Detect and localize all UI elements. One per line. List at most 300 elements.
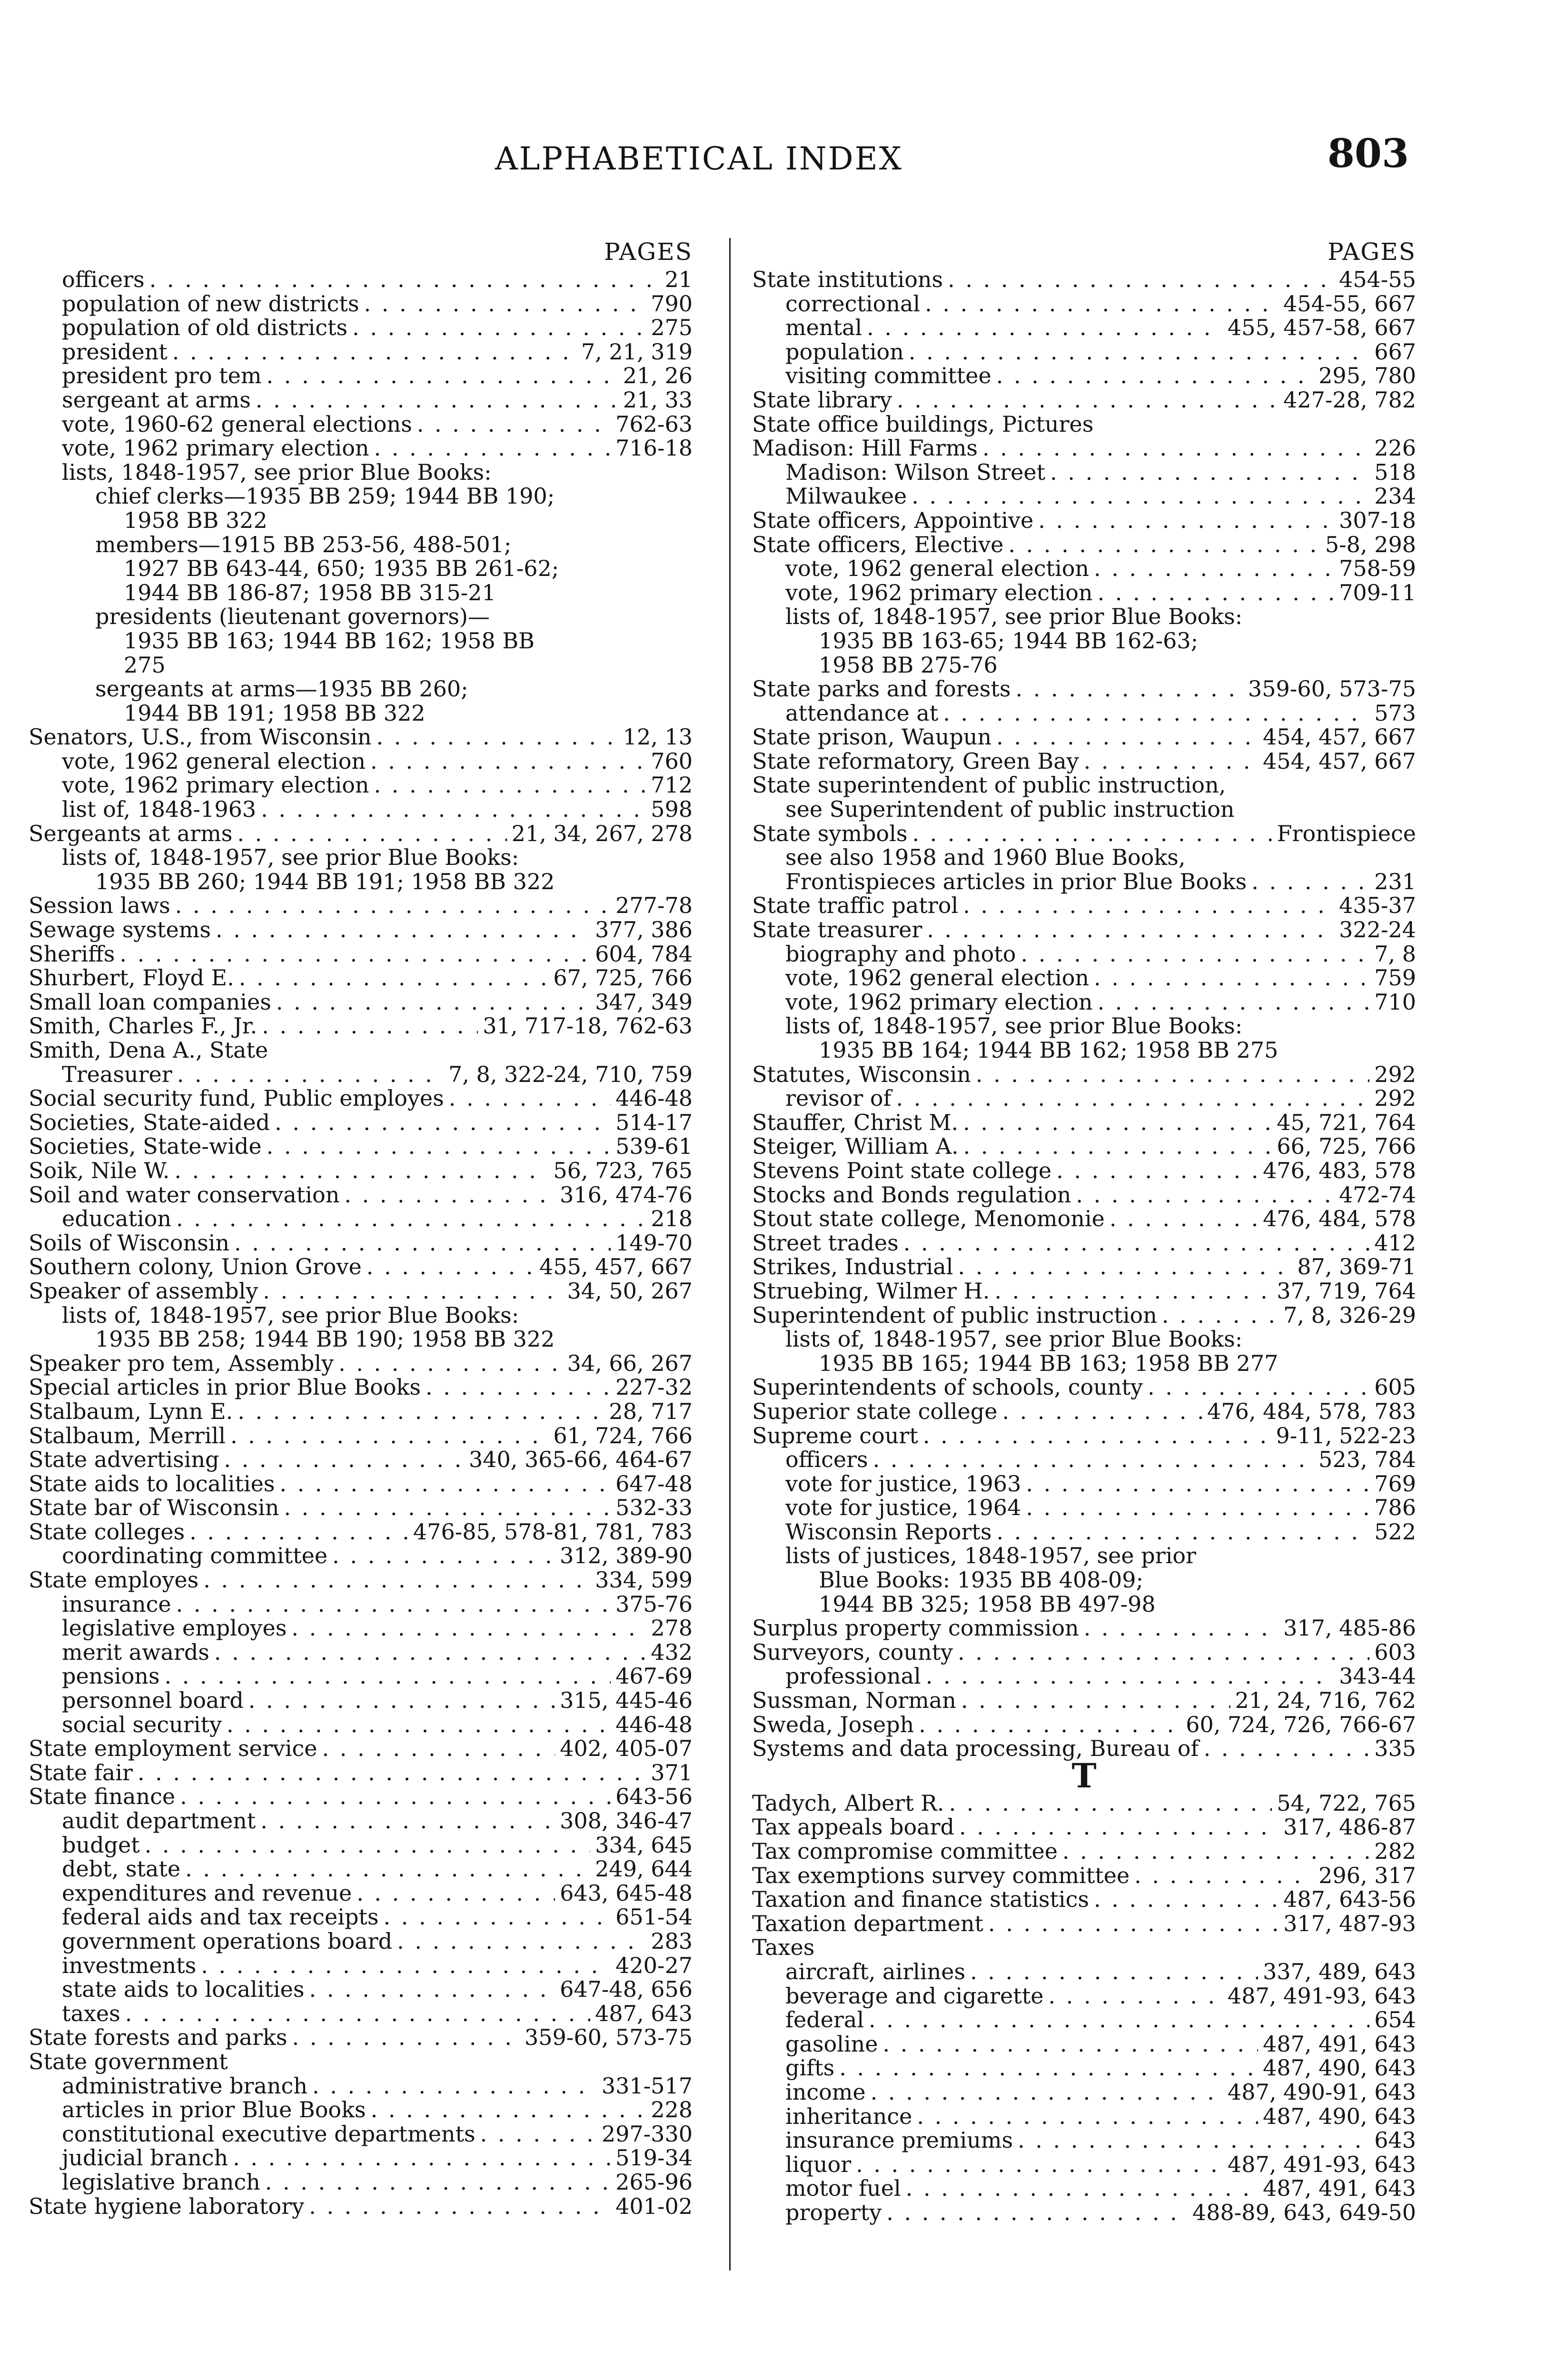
index-page-refs: 454-55, 667 bbox=[1283, 290, 1416, 317]
index-term: Smith, Dena A., State bbox=[29, 1037, 268, 1063]
index-page-refs: 218 bbox=[651, 1206, 693, 1232]
index-page-refs: 476-85, 578-81, 781, 783 bbox=[413, 1518, 693, 1545]
dot-leader bbox=[1251, 870, 1369, 894]
index-entry bbox=[752, 1086, 1416, 1111]
index-entry bbox=[752, 2176, 1416, 2201]
index-page-refs: 514-17 bbox=[615, 1109, 693, 1135]
index-entry bbox=[29, 1688, 693, 1713]
index-entry bbox=[29, 1833, 693, 1857]
dot-leader bbox=[1084, 749, 1258, 774]
dot-leader bbox=[970, 1960, 1258, 1984]
index-entry bbox=[29, 460, 693, 485]
index-entry bbox=[29, 2074, 693, 2098]
index-entry bbox=[29, 1640, 693, 1665]
index-page-refs: 487, 491, 643 bbox=[1263, 2175, 1416, 2202]
dot-leader bbox=[165, 1664, 611, 1688]
dot-leader bbox=[1076, 1183, 1334, 1207]
index-term: taxes bbox=[62, 2000, 120, 2026]
dot-leader bbox=[1015, 677, 1243, 701]
dot-leader bbox=[384, 1905, 611, 1929]
index-page-refs: 317, 485-86 bbox=[1283, 1615, 1416, 1641]
index-page-refs: 472-74 bbox=[1339, 1181, 1416, 1208]
index-term: Wisconsin Reports bbox=[785, 1518, 992, 1545]
index-term: personnel board bbox=[62, 1687, 244, 1714]
index-page-refs: 716-18 bbox=[615, 435, 693, 461]
dot-leader bbox=[1094, 1887, 1278, 1912]
index-term: State library bbox=[752, 387, 892, 413]
dot-leader bbox=[994, 1279, 1272, 1303]
index-entry bbox=[29, 268, 693, 292]
index-term: Struebing, Wilmer H. bbox=[752, 1278, 990, 1304]
index-entry bbox=[29, 677, 693, 701]
index-page-refs: 401-02 bbox=[615, 2193, 693, 2219]
index-page-refs: 37, 719, 764 bbox=[1277, 1278, 1416, 1304]
index-page-refs: 308, 346-47 bbox=[560, 1808, 693, 1834]
dot-leader bbox=[260, 1809, 555, 1833]
dot-leader bbox=[322, 1736, 555, 1761]
dot-leader bbox=[943, 701, 1369, 725]
index-term: Street trades bbox=[752, 1230, 899, 1256]
index-term: Social security fund, Public employes bbox=[29, 1085, 444, 1111]
index-page-refs: 334, 599 bbox=[595, 1567, 693, 1593]
index-entry bbox=[29, 1664, 693, 1688]
index-page-refs: 604, 784 bbox=[595, 941, 693, 967]
index-page-refs: 402, 405-07 bbox=[560, 1735, 693, 1762]
index-entry bbox=[752, 1839, 1416, 1864]
index-term: officers bbox=[62, 267, 145, 292]
dot-leader bbox=[230, 1424, 548, 1448]
index-page-refs: 760 bbox=[651, 748, 693, 774]
index-entry bbox=[29, 845, 693, 870]
dot-leader bbox=[203, 1568, 590, 1592]
index-term: lists of, 1848-1957, see prior Blue Books: bbox=[785, 1326, 1243, 1352]
index-term: Taxation department bbox=[752, 1910, 984, 1936]
index-term: lists of, 1848-1957, see prior Blue Books: bbox=[785, 1013, 1243, 1039]
index-term: Stalbaum, Lynn E. bbox=[29, 1398, 233, 1424]
dot-leader bbox=[839, 2056, 1258, 2080]
index-entry bbox=[752, 1616, 1416, 1640]
index-page-refs: 412 bbox=[1374, 1230, 1416, 1256]
page-header bbox=[476, 131, 1428, 183]
dot-leader bbox=[1098, 581, 1335, 605]
index-page-refs: 7, 21, 319 bbox=[581, 338, 693, 365]
index-page-refs: 532-33 bbox=[615, 1495, 693, 1521]
index-entry bbox=[29, 1977, 693, 2002]
index-entry bbox=[29, 918, 693, 942]
index-page-refs: 31, 717-18, 762-63 bbox=[483, 1013, 693, 1039]
index-page-refs: 317, 487-93 bbox=[1283, 1910, 1416, 1936]
index-term: State advertising bbox=[29, 1447, 219, 1473]
index-term: Superintendents of schools, county bbox=[752, 1374, 1143, 1400]
index-entry bbox=[29, 1207, 693, 1231]
index-term: Soils of Wisconsin bbox=[29, 1230, 230, 1256]
index-term: State employes bbox=[29, 1567, 199, 1593]
index-term: list of, 1848-1963 bbox=[62, 796, 257, 823]
index-term: Speaker of assembly bbox=[29, 1278, 258, 1304]
index-entry bbox=[29, 1183, 693, 1207]
dot-leader bbox=[1038, 508, 1334, 533]
dot-leader bbox=[996, 725, 1258, 749]
index-entry-list bbox=[752, 1791, 1416, 2225]
index-page-refs: 21, 33 bbox=[623, 387, 693, 413]
index-page-refs: 476, 484, 578, 783 bbox=[1207, 1398, 1416, 1424]
index-entry bbox=[29, 556, 693, 581]
index-term: members—1915 BB 253-56, 488-501; bbox=[95, 531, 512, 557]
index-page-refs: 573 bbox=[1374, 700, 1416, 726]
index-term: Societies, State-wide bbox=[29, 1133, 262, 1160]
dot-leader bbox=[917, 2104, 1258, 2129]
index-page-refs: 710 bbox=[1374, 989, 1416, 1015]
index-term: Tax compromise committee bbox=[752, 1838, 1058, 1864]
index-page-refs: 292 bbox=[1374, 1085, 1416, 1111]
index-page-refs: 487, 491, 643 bbox=[1263, 2031, 1416, 2057]
index-entry bbox=[29, 1086, 693, 1111]
index-entry bbox=[29, 1111, 693, 1135]
index-term: vote, 1962 primary election bbox=[785, 579, 1093, 605]
index-entry bbox=[752, 388, 1416, 412]
page-number: 803 bbox=[1327, 131, 1409, 177]
index-entry bbox=[29, 2098, 693, 2122]
index-term: legislative employes bbox=[62, 1615, 287, 1641]
index-entry bbox=[752, 677, 1416, 701]
index-page-refs: 654 bbox=[1374, 2007, 1416, 2033]
dot-leader bbox=[963, 1134, 1272, 1159]
dot-leader bbox=[276, 990, 590, 1014]
index-term: attendance at bbox=[785, 700, 939, 726]
index-entry bbox=[752, 1303, 1416, 1328]
dot-leader bbox=[897, 388, 1278, 412]
index-term: population of new districts bbox=[62, 290, 359, 317]
index-page-refs: 454, 457, 667 bbox=[1263, 748, 1416, 774]
index-page-refs: 371 bbox=[651, 1759, 693, 1785]
index-page-refs: 467-69 bbox=[615, 1663, 693, 1689]
index-term: Madison: Hill Farms bbox=[752, 435, 978, 461]
index-entry bbox=[29, 1014, 693, 1038]
index-page-refs: 297-330 bbox=[601, 2121, 693, 2147]
index-page-refs: 296, 317 bbox=[1318, 1862, 1416, 1888]
index-entry bbox=[752, 1688, 1416, 1713]
section-letter: T bbox=[1071, 1755, 1097, 1795]
index-entry bbox=[752, 629, 1416, 653]
index-entry bbox=[29, 316, 693, 340]
index-entry bbox=[29, 1231, 693, 1255]
index-term: Sussman, Norman bbox=[752, 1687, 956, 1714]
index-entry bbox=[752, 653, 1416, 677]
index-entry bbox=[752, 701, 1416, 725]
pages-column-heading: PAGES bbox=[604, 238, 693, 266]
dot-leader bbox=[238, 1399, 604, 1424]
dot-leader bbox=[927, 918, 1334, 942]
index-term: officers bbox=[785, 1447, 868, 1473]
dot-leader bbox=[1018, 2128, 1369, 2152]
index-term: State aids to localities bbox=[29, 1470, 275, 1497]
index-page-refs: 7, 8 bbox=[1374, 941, 1416, 967]
dot-leader bbox=[906, 2176, 1258, 2201]
index-page-refs: 487, 643 bbox=[595, 2000, 693, 2026]
index-entry bbox=[752, 268, 1416, 292]
dot-leader bbox=[332, 1544, 555, 1568]
index-term: lists of justices, 1848-1957, see prior bbox=[785, 1543, 1197, 1569]
index-entry bbox=[752, 1207, 1416, 1231]
index-entry bbox=[29, 2194, 693, 2219]
dot-leader bbox=[1134, 1864, 1314, 1888]
index-page-refs: 7, 8, 322-24, 710, 759 bbox=[448, 1061, 693, 1087]
index-term: Surplus property commission bbox=[752, 1615, 1079, 1641]
index-page-refs: 643 bbox=[1374, 2127, 1416, 2153]
index-page-refs: 476, 484, 578 bbox=[1263, 1206, 1416, 1232]
index-term: see also 1958 and 1960 Blue Books, bbox=[785, 844, 1186, 871]
index-page-refs: 487, 490, 643 bbox=[1263, 2055, 1416, 2081]
dot-leader bbox=[275, 1111, 611, 1135]
index-term: gasoline bbox=[785, 2031, 878, 2057]
index-page-refs: 87, 369-71 bbox=[1297, 1254, 1416, 1280]
index-page-refs: 375-76 bbox=[615, 1591, 693, 1617]
index-entry bbox=[29, 1713, 693, 1737]
index-term: State officers, Appointive bbox=[752, 507, 1034, 533]
index-entry bbox=[752, 605, 1416, 629]
index-term: judicial branch bbox=[62, 2145, 228, 2171]
dot-leader bbox=[1148, 1375, 1369, 1399]
index-term: 1958 BB 275-76 bbox=[819, 652, 998, 678]
index-term: Southern colony, Union Grove bbox=[29, 1254, 362, 1280]
index-term: 1935 BB 164; 1944 BB 162; 1958 BB 275 bbox=[819, 1037, 1278, 1063]
index-term: government operations board bbox=[62, 1928, 393, 1954]
dot-leader bbox=[216, 918, 590, 942]
index-term: professional bbox=[785, 1663, 921, 1689]
index-page-refs: 283 bbox=[651, 1928, 693, 1954]
index-entry bbox=[752, 436, 1416, 460]
index-entry bbox=[752, 1592, 1416, 1616]
dot-leader bbox=[896, 1086, 1370, 1111]
index-entry bbox=[29, 725, 693, 749]
index-entry bbox=[29, 533, 693, 557]
index-term: social security bbox=[62, 1711, 222, 1737]
index-term: State treasurer bbox=[752, 917, 922, 943]
index-entry bbox=[29, 1905, 693, 1929]
index-term: aircraft, airlines bbox=[785, 1958, 966, 1984]
dot-leader bbox=[1056, 1159, 1258, 1183]
index-page-refs: 34, 50, 267 bbox=[567, 1278, 693, 1304]
index-page-refs: 317, 486-87 bbox=[1283, 1814, 1416, 1840]
index-page-refs: 605 bbox=[1374, 1374, 1416, 1400]
dot-leader bbox=[426, 1375, 611, 1399]
index-page-refs: 12, 13 bbox=[623, 724, 693, 750]
dot-leader bbox=[376, 725, 618, 749]
index-term: Surveyors, county bbox=[752, 1639, 953, 1665]
index-entry bbox=[29, 412, 693, 436]
index-page-refs: 54, 722, 765 bbox=[1277, 1790, 1416, 1816]
dot-leader bbox=[291, 1616, 646, 1640]
index-term: debt, state bbox=[62, 1856, 181, 1882]
index-term: 275 bbox=[124, 652, 166, 678]
index-page-refs: 227-32 bbox=[615, 1374, 693, 1400]
index-entry bbox=[29, 1496, 693, 1520]
index-entry bbox=[29, 1520, 693, 1544]
index-page-refs: 315, 445-46 bbox=[560, 1687, 693, 1714]
dot-leader bbox=[996, 364, 1314, 388]
index-page-refs: 519-34 bbox=[615, 2145, 693, 2171]
index-page-refs: 295, 780 bbox=[1318, 363, 1416, 389]
index-term: Steiger, William A. bbox=[752, 1133, 959, 1160]
index-term: vote, 1962 general election bbox=[785, 555, 1090, 582]
dot-leader bbox=[261, 797, 646, 822]
dot-leader bbox=[903, 1231, 1369, 1255]
index-entry bbox=[29, 1785, 693, 1809]
dot-leader bbox=[988, 1912, 1278, 1936]
dot-leader bbox=[923, 1424, 1271, 1448]
dot-leader bbox=[867, 316, 1223, 340]
index-page-refs: 603 bbox=[1374, 1639, 1416, 1665]
index-term: State reformatory, Green Bay bbox=[752, 748, 1079, 774]
index-term: Soik, Nile W. bbox=[29, 1157, 170, 1183]
index-page-refs: 455, 457, 667 bbox=[539, 1254, 693, 1280]
index-page-refs: 762-63 bbox=[615, 411, 693, 437]
index-term: budget bbox=[62, 1832, 140, 1858]
index-page-refs: 647-48 bbox=[615, 1470, 693, 1497]
index-term: Treasurer bbox=[62, 1061, 172, 1087]
index-entry bbox=[29, 1159, 693, 1183]
index-entry bbox=[29, 1809, 693, 1833]
index-page-refs: 278 bbox=[651, 1615, 693, 1641]
index-term: vote, 1962 primary election bbox=[62, 435, 369, 461]
index-entry bbox=[29, 1592, 693, 1616]
index-term: Smith, Charles F., Jr. bbox=[29, 1013, 258, 1039]
index-entry bbox=[29, 2146, 693, 2170]
dot-leader bbox=[949, 1791, 1272, 1815]
dot-leader bbox=[873, 1448, 1314, 1472]
index-entry bbox=[752, 1231, 1416, 1255]
index-entry bbox=[29, 1929, 693, 1954]
index-term: articles in prior Blue Books bbox=[62, 2097, 366, 2123]
index-entry bbox=[29, 508, 693, 533]
index-term: population of old districts bbox=[62, 315, 348, 341]
dot-leader bbox=[958, 1255, 1292, 1279]
index-term: Senators, U.S., from Wisconsin bbox=[29, 724, 372, 750]
dot-leader bbox=[1204, 1736, 1370, 1761]
index-term: State fair bbox=[29, 1759, 133, 1785]
dot-leader bbox=[214, 1640, 646, 1665]
dot-leader bbox=[1008, 533, 1320, 557]
index-term: Frontispieces articles in prior Blue Books bbox=[785, 868, 1247, 894]
dot-leader bbox=[370, 749, 646, 774]
index-term: Blue Books: 1935 BB 408-09; bbox=[819, 1567, 1144, 1593]
index-entry bbox=[29, 797, 693, 822]
index-term: Tax appeals board bbox=[752, 1814, 955, 1840]
dot-leader bbox=[417, 412, 611, 436]
index-term: vote for justice, 1964 bbox=[785, 1495, 1021, 1521]
index-entry bbox=[752, 1887, 1416, 1912]
index-page-refs: 347, 349 bbox=[595, 989, 693, 1015]
index-term: 1935 BB 258; 1944 BB 190; 1958 BB 322 bbox=[95, 1326, 555, 1352]
index-term: Systems and data processing, Bureau of bbox=[752, 1735, 1199, 1762]
index-page-refs: 343-44 bbox=[1339, 1663, 1416, 1689]
index-term: legislative branch bbox=[62, 2169, 260, 2195]
index-entry bbox=[752, 1496, 1416, 1520]
index-term: federal aids and tax receipts bbox=[62, 1904, 379, 1930]
dot-leader bbox=[284, 1496, 611, 1520]
index-page-refs: 488-89, 643, 649-50 bbox=[1192, 2199, 1416, 2225]
index-entry bbox=[752, 918, 1416, 942]
dot-leader bbox=[982, 436, 1369, 460]
index-entry bbox=[752, 1111, 1416, 1135]
index-entry bbox=[29, 1736, 693, 1761]
index-entry bbox=[752, 725, 1416, 749]
index-entry bbox=[752, 1159, 1416, 1183]
index-page-refs: 292 bbox=[1374, 1061, 1416, 1087]
index-entry bbox=[29, 1351, 693, 1376]
index-entry bbox=[752, 581, 1416, 605]
index-entry bbox=[29, 2002, 693, 2026]
index-page-refs: 21, 34, 267, 278 bbox=[511, 820, 693, 846]
index-term: vote for justice, 1963 bbox=[785, 1470, 1021, 1497]
index-term: chief clerks—1935 BB 259; 1944 BB 190; bbox=[95, 483, 555, 509]
index-page-refs: 60, 724, 726, 766-67 bbox=[1186, 1711, 1416, 1737]
dot-leader bbox=[919, 1713, 1181, 1737]
index-entry bbox=[752, 460, 1416, 485]
index-term: vote, 1960-62 general elections bbox=[62, 411, 412, 437]
index-entry bbox=[752, 1424, 1416, 1448]
dot-leader bbox=[856, 2152, 1223, 2177]
dot-leader bbox=[1094, 556, 1334, 581]
dot-leader bbox=[869, 2008, 1369, 2032]
index-term: Supreme court bbox=[752, 1422, 918, 1448]
index-term: Shurbert, Floyd E. bbox=[29, 965, 234, 991]
index-entry bbox=[29, 1881, 693, 1905]
index-term: State prison, Waupun bbox=[752, 724, 992, 750]
index-entry bbox=[752, 1791, 1416, 1815]
index-page-refs: 228 bbox=[651, 2097, 693, 2123]
index-term: Stocks and Bonds regulation bbox=[752, 1181, 1071, 1208]
dot-leader bbox=[397, 1929, 646, 1954]
index-term: Madison: Wilson Street bbox=[785, 459, 1046, 485]
index-term: sergeants at arms—1935 BB 260; bbox=[95, 676, 468, 702]
index-entry bbox=[29, 1303, 693, 1328]
index-entry bbox=[752, 942, 1416, 966]
index-entry bbox=[29, 773, 693, 797]
index-page-refs: 231 bbox=[1374, 868, 1416, 894]
index-page-refs: 647-48, 656 bbox=[560, 1976, 693, 2003]
index-term: 1944 BB 191; 1958 BB 322 bbox=[124, 700, 426, 726]
index-entry bbox=[752, 364, 1416, 388]
index-term: Societies, State-aided bbox=[29, 1109, 270, 1135]
dot-leader bbox=[312, 2074, 597, 2098]
index-entry bbox=[29, 292, 693, 316]
index-term: Session laws bbox=[29, 892, 170, 919]
index-term: liquor bbox=[785, 2151, 852, 2177]
index-term: Milwaukee bbox=[785, 483, 907, 509]
index-entry bbox=[29, 340, 693, 364]
index-term: inheritance bbox=[785, 2103, 912, 2129]
index-term: Superintendent of public instruction bbox=[752, 1302, 1157, 1328]
index-term: Small loan companies bbox=[29, 989, 271, 1015]
dot-leader bbox=[961, 1688, 1230, 1713]
index-term: Stalbaum, Merrill bbox=[29, 1422, 226, 1448]
index-page-refs: 709-11 bbox=[1339, 579, 1416, 605]
dot-leader bbox=[177, 1062, 444, 1087]
index-entry bbox=[752, 1375, 1416, 1399]
index-page-refs: 337, 489, 643 bbox=[1263, 1958, 1416, 1984]
index-entry bbox=[752, 1912, 1416, 1936]
index-entry bbox=[29, 2050, 693, 2074]
index-page-refs: 334, 645 bbox=[595, 1832, 693, 1858]
index-entry bbox=[29, 1399, 693, 1424]
index-page-refs: 476, 483, 578 bbox=[1263, 1157, 1416, 1183]
dot-leader bbox=[174, 1159, 548, 1183]
index-page-refs: 277-78 bbox=[615, 892, 693, 919]
index-page-refs: 487, 491-93, 643 bbox=[1228, 1983, 1416, 2009]
dot-leader bbox=[145, 1833, 590, 1857]
index-term: State colleges bbox=[29, 1518, 185, 1545]
